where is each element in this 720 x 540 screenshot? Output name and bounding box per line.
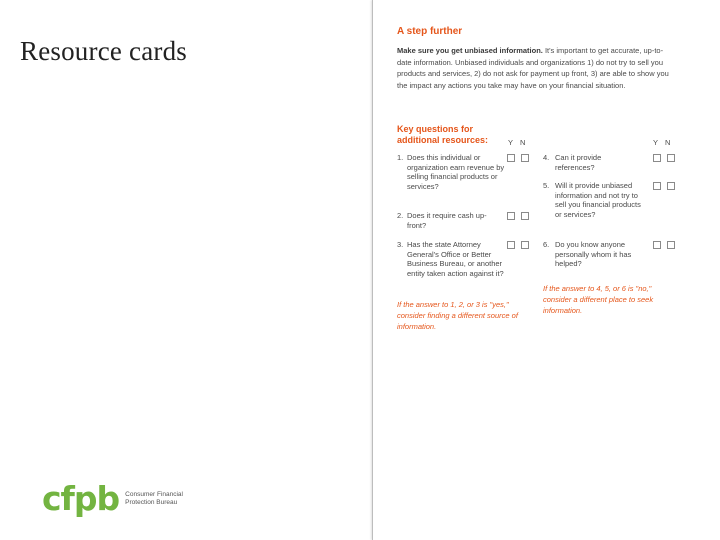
question-number: 1.: [397, 153, 404, 162]
key-questions-heading: Key questions for additional resources:: [397, 124, 489, 145]
note-right: If the answer to 4, 5, or 6 is "no," consider a different place to seek information.: [543, 284, 654, 315]
yn-checkboxes-3: [507, 241, 529, 249]
slide-title: Resource cards: [20, 36, 187, 66]
yn-checkboxes-6: [653, 241, 675, 249]
question-text: Will it provide unbiased information and not try to sell you financial products or services?: [555, 181, 641, 219]
no-checkbox[interactable]: [521, 154, 529, 162]
logo-text: Consumer Financial Protection Bureau: [125, 490, 183, 506]
no-checkbox[interactable]: [521, 212, 529, 220]
resource-card-page: [372, 0, 720, 540]
card-heading: A step further: [397, 26, 463, 37]
yes-checkbox[interactable]: [653, 182, 661, 190]
no-checkbox[interactable]: [521, 241, 529, 249]
yes-checkbox[interactable]: [507, 212, 515, 220]
yes-checkbox[interactable]: [653, 241, 661, 249]
yn-checkboxes-2: [507, 212, 529, 220]
question-text: Does this individual or organization earn revenue by selling financial products or services?: [407, 153, 505, 191]
yn-checkboxes-4: [653, 154, 675, 162]
question-number: 2.: [397, 211, 404, 220]
question-number: 4.: [543, 153, 550, 162]
question-text: Can it provide references?: [555, 153, 602, 172]
yn-checkboxes-1: [507, 154, 529, 162]
yes-checkbox[interactable]: [507, 154, 515, 162]
yn-header-right: Y N: [653, 138, 671, 147]
cfpb-logo: [42, 479, 195, 518]
question-number: 3.: [397, 240, 404, 249]
intro-bold: Make sure you get unbiased information.: [397, 46, 543, 55]
no-checkbox[interactable]: [667, 241, 675, 249]
intro-text: It's important to get accurate, up-to-date information. Unbiased individuals and organizations 1) do not try to sell you products and services, 2) do not ask for payment up front, 3) are able to show you the impact any actions you take may have on your financial situation.: [397, 46, 669, 90]
yn-header-left: Y N: [508, 138, 526, 147]
question-number: 6.: [543, 240, 550, 249]
no-checkbox[interactable]: [667, 182, 675, 190]
yes-checkbox[interactable]: [653, 154, 661, 162]
note-left: If the answer to 1, 2, or 3 is "yes," consider finding a different source of information.: [397, 300, 518, 331]
card-intro: [397, 45, 669, 91]
question-text: Does it require cash up-front?: [407, 211, 487, 230]
yn-checkboxes-5: [653, 182, 675, 190]
question-text: Has the state Attorney General's Office or Better Business Bureau, or another entity taken action against it?: [407, 240, 504, 278]
yes-checkbox[interactable]: [507, 241, 515, 249]
question-number: 5.: [543, 181, 550, 190]
no-checkbox[interactable]: [667, 154, 675, 162]
logo-mark: cfpb: [42, 479, 120, 518]
question-text: Do you know anyone personally whom it has helped?: [555, 240, 632, 268]
